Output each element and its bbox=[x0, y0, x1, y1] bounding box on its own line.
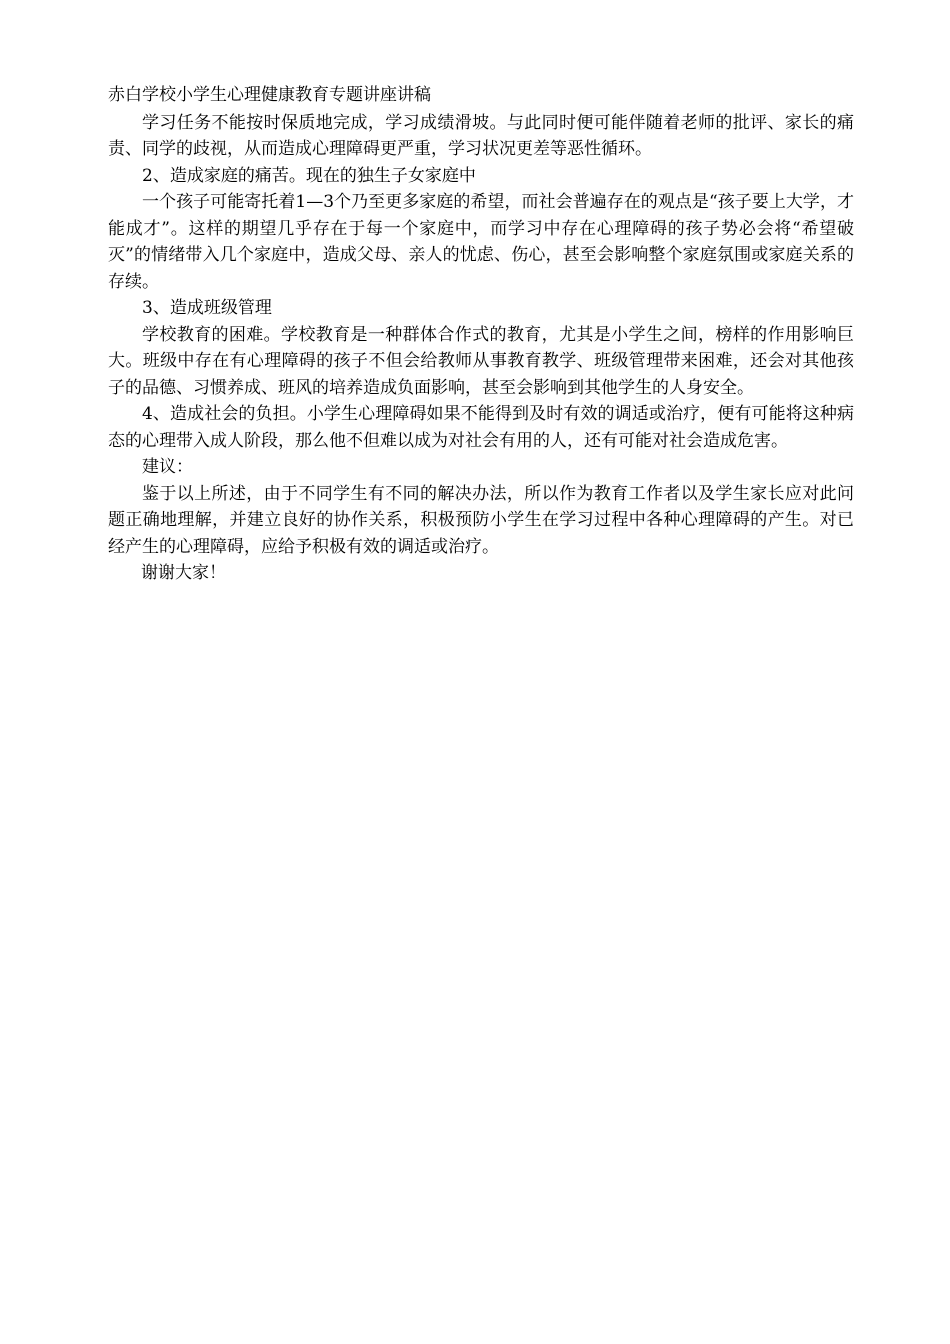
paragraph-learning-decline: 学习任务不能按时保质地完成，学习成绩滑坡。与此同时便可能伴随着老师的批评、家长的痛责、同学的歧视，从而造成心理障碍更严重，学习状况更差等恶性循环。 bbox=[108, 112, 854, 159]
document-title: 赤白学校小学生心理健康教育专题讲座讲稿 bbox=[108, 85, 431, 105]
paragraph-suggestion-heading: 建议： bbox=[142, 457, 193, 477]
paragraph-social-burden: 4、造成社会的负担。小学生心理障碍如果不能得到及时有效的调适或治疗，便有可能将这种病态的心理带入成人阶段，那么他不但难以成为对社会有用的人，还有可能对社会造成危害。 bbox=[108, 404, 854, 451]
paragraph-family-pain: 一个孩子可能寄托着1—3个乃至更多家庭的希望，而社会普遍存在的观点是“孩子要上大学，才能成才”。这样的期望几乎存在于每一个家庭中，而学习中存在心理障碍的孩子势必会将“希望破灭”的情绪带入几个家庭中，造成父母、亲人的忧虑、伤心，甚至会影响整个家庭氛围或家庭关系的存续。 bbox=[108, 192, 854, 292]
document-page bbox=[108, 82, 854, 587]
closing-remark: 谢谢大家！ bbox=[141, 563, 226, 583]
paragraph-family-pain-heading: 2、造成家庭的痛苦。现在的独生子女家庭中 bbox=[142, 165, 476, 186]
paragraph-class-management: 学校教育的困难。学校教育是一种群体合作式的教育，尤其是小学生之间，榜样的作用影响巨大。班级中存在有心理障碍的孩子不但会给教师从事教育教学、班级管理带来困难，还会对其他孩子的品德、习惯养成、班风的培养造成负面影响，甚至会影响到其他学生的人身安全。 bbox=[108, 324, 854, 398]
paragraph-suggestion: 鉴于以上所述，由于不同学生有不同的解决办法，所以作为教育工作者以及学生家长应对此问题正确地理解，并建立良好的协作关系，积极预防小学生在学习过程中各种心理障碍的产生。对已经产生的心理障碍，应给予积极有效的调适或治疗。 bbox=[108, 483, 854, 557]
paragraph-class-management-heading: 3、造成班级管理 bbox=[142, 298, 272, 318]
